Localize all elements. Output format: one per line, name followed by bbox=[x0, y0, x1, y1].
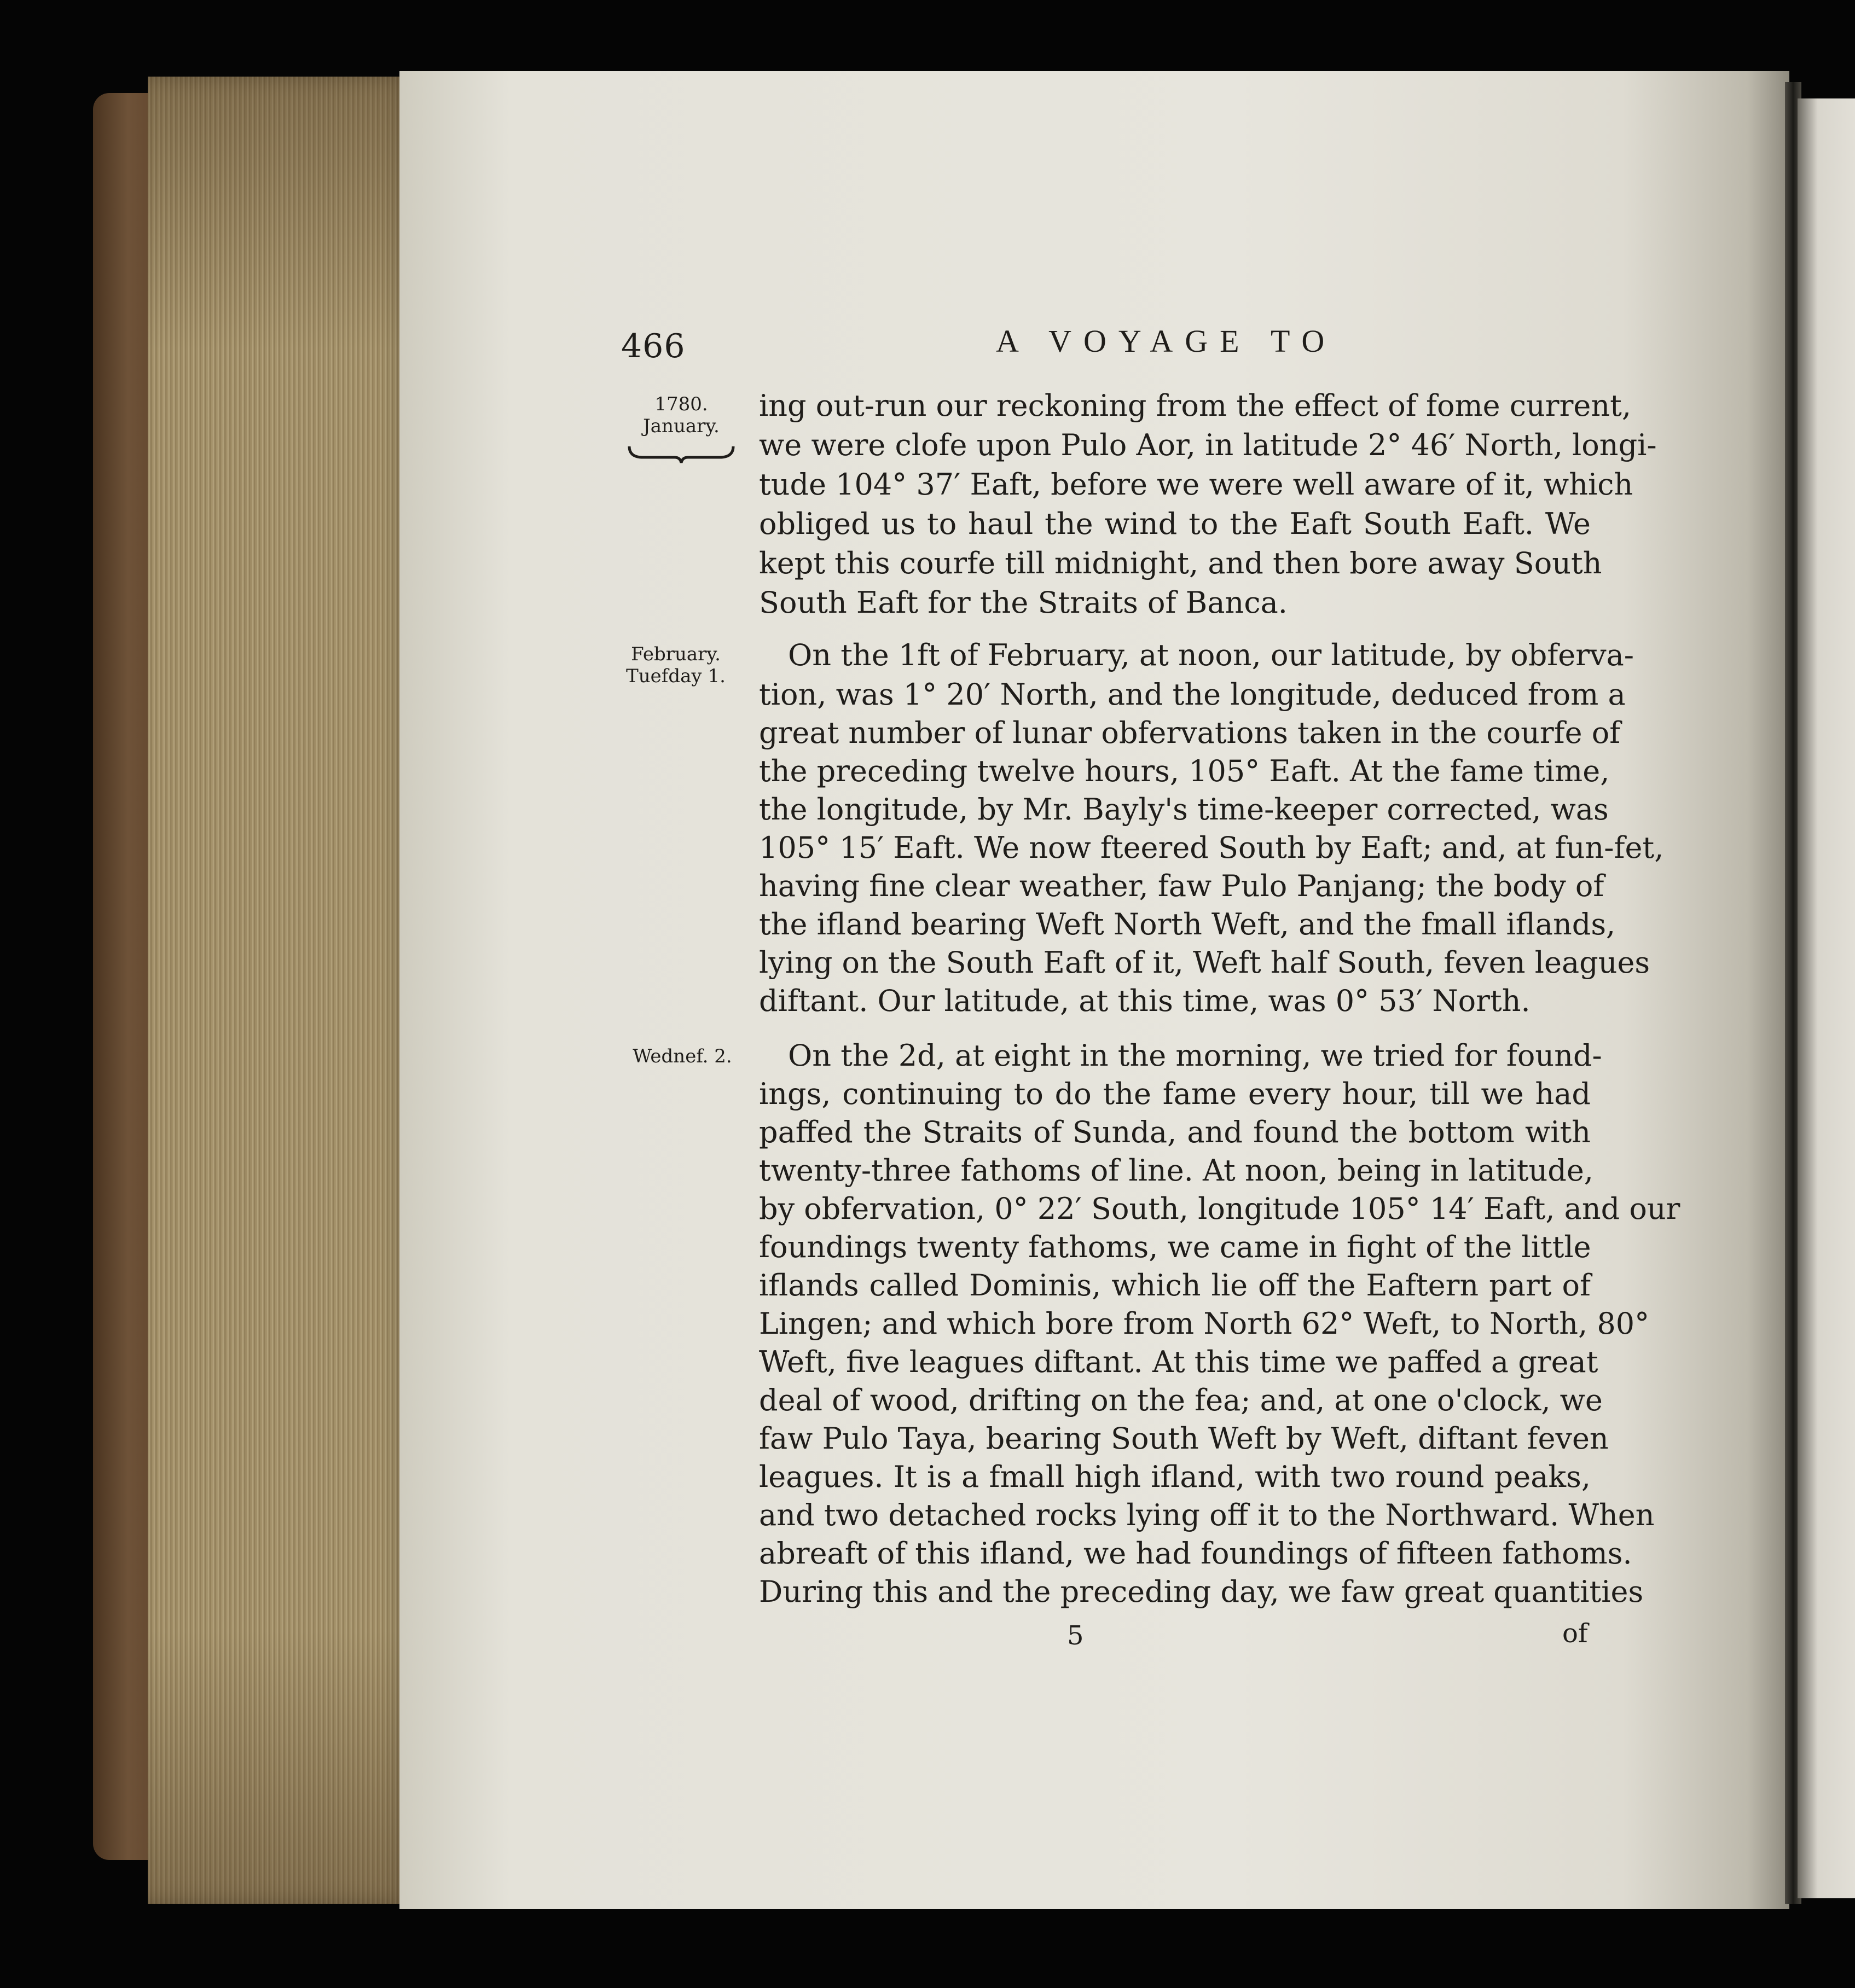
text-line: Weft, five leagues diftant. At this time we paffed a great bbox=[759, 1345, 1598, 1379]
text-line: by obfervation, 0° 22′ South, longitude 105° 14′ Eaft, and our bbox=[759, 1191, 1680, 1226]
text-line: and two detached rocks lying off it to the Northward. When bbox=[759, 1498, 1655, 1532]
text-line: twenty-three fathoms of line. At noon, being in latitude, bbox=[759, 1153, 1593, 1188]
margin-note-tuesday: Tuefday 1. bbox=[626, 665, 726, 687]
margin-note-january: January. bbox=[643, 415, 720, 437]
text-line: foundings twenty fathoms, we came in fight of the little bbox=[759, 1230, 1591, 1264]
page-edges bbox=[148, 77, 410, 1904]
text-line: During this and the preceding day, we faw great quantities bbox=[759, 1574, 1644, 1609]
text-line: abreaft of this ifland, we had foundings of fifteen fathoms. bbox=[759, 1536, 1632, 1571]
catchword: of bbox=[1562, 1618, 1588, 1649]
text-line: On the 2d, at eight in the morning, we tried for found- bbox=[788, 1038, 1602, 1073]
facing-page-edge bbox=[1798, 98, 1855, 1898]
page-number: 466 bbox=[621, 327, 686, 365]
text-line: leagues. It is a fmall high ifland, with two round peaks, bbox=[759, 1460, 1591, 1494]
margin-note-year: 1780. bbox=[654, 393, 708, 415]
text-line: the ifland bearing Weft North Weft, and the fmall iflands, bbox=[759, 907, 1616, 941]
text-line: South Eaft for the Straits of Banca. bbox=[759, 585, 1288, 620]
text-line: tion, was 1° 20′ North, and the longitude, deduced from a bbox=[759, 677, 1626, 712]
text-line: 105° 15′ Eaft. We now fteered South by Eaft; and, at fun-fet, bbox=[759, 830, 1664, 865]
margin-note-february: February. bbox=[631, 643, 721, 665]
text-line: Lingen; and which bore from North 62° Weft, to North, 80° bbox=[759, 1306, 1650, 1341]
signature-mark: 5 bbox=[1067, 1620, 1084, 1651]
text-line: tude 104° 37′ Eaft, before we were well aware of it, which bbox=[759, 467, 1633, 502]
text-line: deal of wood, drifting on the fea; and, at one o'clock, we bbox=[759, 1383, 1603, 1417]
margin-note-wednesday: Wednef. 2. bbox=[633, 1045, 732, 1067]
text-line: lying on the South Eaft of it, Weft half South, feven leagues bbox=[759, 945, 1650, 980]
text-line: paffed the Straits of Sunda, and found the bottom with bbox=[759, 1115, 1591, 1149]
text-line: having fine clear weather, faw Pulo Panjang; the body of bbox=[759, 869, 1604, 903]
text-line: iflands called Dominis, which lie off the Eaftern part of bbox=[759, 1268, 1591, 1303]
text-line: faw Pulo Taya, bearing South Weft by Weft, diftant feven bbox=[759, 1421, 1609, 1456]
running-head: A VOYAGE TO bbox=[996, 323, 1337, 359]
text-line: diftant. Our latitude, at this time, was 0° 53′ North. bbox=[759, 984, 1531, 1018]
text-line: ings, continuing to do the fame every hour, till we had bbox=[759, 1077, 1591, 1111]
text-line: the preceding twelve hours, 105° Eaft. At the fame time, bbox=[759, 754, 1610, 788]
text-line: kept this courfe till midnight, and then bore away South bbox=[759, 546, 1602, 580]
text-line: the longitude, by Mr. Bayly's time-keeper corrected, was bbox=[759, 792, 1609, 827]
text-line: great number of lunar obfervations taken in the courfe of bbox=[759, 716, 1621, 750]
text-line: On the 1ft of February, at noon, our latitude, by obferva- bbox=[788, 638, 1634, 672]
text-line: ing out-run our reckoning from the effect of fome current, bbox=[759, 388, 1632, 423]
text-line: obliged us to haul the wind to the Eaft South Eaft. We bbox=[759, 507, 1591, 541]
margin-brace bbox=[627, 442, 736, 464]
text-line: we were clofe upon Pulo Aor, in latitude 2° 46′ North, longi- bbox=[759, 428, 1657, 462]
